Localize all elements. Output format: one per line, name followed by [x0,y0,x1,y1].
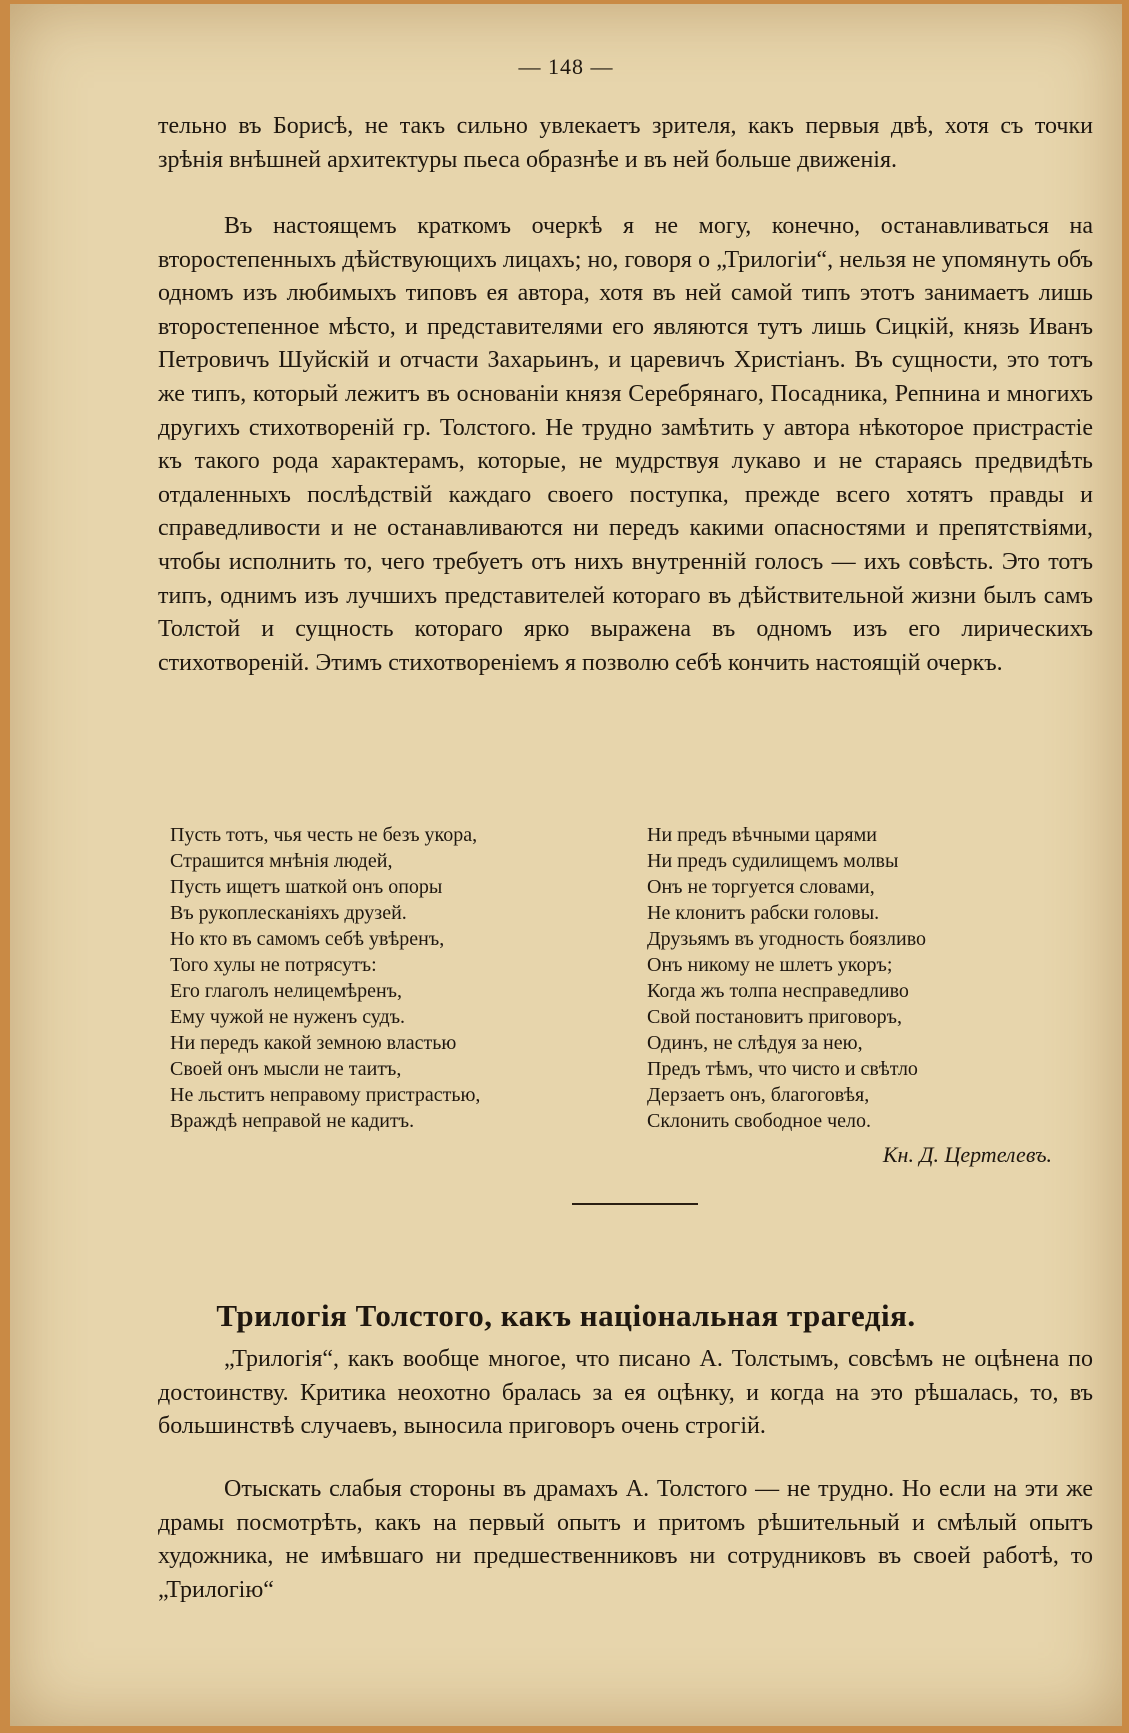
poem-line: Ни передъ какой земною властью [170,1032,457,1054]
poem-line: Дерзаетъ онъ, благоговѣя, [647,1084,870,1106]
author-signature: Кн. Д. Цертелевъ. [882,1142,1052,1167]
poem-line: Одинъ, не слѣдуя за нею, [647,1032,863,1054]
poem-line: Враждѣ неправой не кадитъ. [170,1110,415,1132]
poem-line: Склонить свободное чело. [647,1110,872,1132]
poem-line: Пусть ищетъ шаткой онъ опоры [170,876,443,898]
poem-line: Страшится мнѣнія людей, [170,850,393,872]
poem-line: Ему чужой не нуженъ судъ. [170,1006,406,1028]
poem-line: Не клонитъ рабски головы. [647,902,880,924]
paragraph-character-type: Въ настоящемъ краткомъ очеркѣ я не могу, конечно, останавливаться на второстепенныхъ дѣйствующихъ лицахъ; но, говоря о „Трилогіи“, нельзя не упомянуть объ одномъ изъ любимыхъ типовъ ея автора, хотя въ ней самой типъ этотъ занимаетъ лишь второстепенное мѣсто, и представителями его являются тутъ лишь Сицкій, князь Иванъ Петровичъ Шуйскій и отчасти Захарьинъ, и царевичъ Христіанъ. Въ сущности, это тотъ же типъ, который лежитъ въ основаніи князя Серебрянаго, Посадника, Репнина и многихъ другихъ стихотвореній гр. Толстого. Не трудно замѣтить у автора нѣкоторое пристрастіе къ такого рода характерамъ, которые, не мудрствуя лукаво и не стараясь предвидѣть отдаленныхъ послѣдствій каждаго своего поступка, прежде всего хотятъ правды и справедливости и не останавливаются ни передъ какими опасностями и препятствіями, чтобы исполнить то, чего требуетъ отъ нихъ внутренній голосъ — ихъ совѣсть. Это тотъ типъ, однимъ изъ лучшихъ представителей котораго въ дѣйствительной жизни былъ самъ Толстой и сущность котораго ярко выражена въ одномъ изъ его лирическихъ стихотвореній. Этимъ стихотвореніемъ я позволю себѣ кончить настоящій очеркъ. [158,213,1093,676]
poem-line: Въ рукоплесканіяхъ друзей. [170,902,407,924]
paragraph-trilogy-weaknesses: Отыскать слабыя стороны въ драмахъ А. Толстого — не трудно. Но если на эти же драмы посмотрѣть, какъ на первый опытъ и притомъ рѣшительный и смѣлый опытъ художника, не имѣвшаго ни предшественниковъ ни сотрудниковъ въ своей работѣ, то „Трилогію“ [158,1476,1093,1603]
poem-line: Того хулы не потрясутъ: [170,954,377,976]
poem-column-left [170,822,625,1134]
paragraph-continuation: тельно въ Борисѣ, не такъ сильно увлекаетъ зрителя, какъ первыя двѣ, хотя съ точки зрѣнія внѣшней архитектуры пьеса образнѣе и въ ней больше движенія. [158,113,1093,173]
section-divider [572,1203,698,1205]
poem-column-right [647,822,1077,1134]
poem-line: Онъ никому не шлетъ укоръ; [647,954,893,976]
section-heading: Трилогія Толстого, какъ національная трагедія. [216,1297,916,1333]
poem-line: Не льститъ неправому пристрастью, [170,1084,481,1106]
poem-line: Предъ тѣмъ, что чисто и свѣтло [647,1058,918,1080]
paragraph-trilogy-intro: „Трилогія“, какъ вообще многое, что писано А. Толстымъ, совсѣмъ не оцѣнена по достоинству. Критика неохотно бралась за ея оцѣнку, и когда на это рѣшалась, то, въ большинствѣ случаевъ, выносила приговоръ очень строгій. [158,1346,1093,1440]
poem-line: Его глаголъ нелицемѣренъ, [170,980,403,1002]
poem-line: Когда жъ толпа несправедливо [647,980,909,1002]
page-number: — 148 — [518,54,614,79]
book-page [10,4,1122,1726]
poem-line: Свой постановитъ приговоръ, [647,1006,902,1028]
poem-line: Своей онъ мысли не таитъ, [170,1058,402,1080]
poem-line: Ни предъ судилищемъ молвы [647,850,899,872]
poem-line: Ни предъ вѣчными царями [647,824,877,846]
poem-line: Но кто въ самомъ себѣ увѣренъ, [170,928,445,950]
poem-line: Онъ не торгуется словами, [647,876,875,898]
poem-line: Друзьямъ въ угодность боязливо [647,928,927,950]
poem-line: Пусть тотъ, чья честь не безъ укора, [170,824,478,846]
